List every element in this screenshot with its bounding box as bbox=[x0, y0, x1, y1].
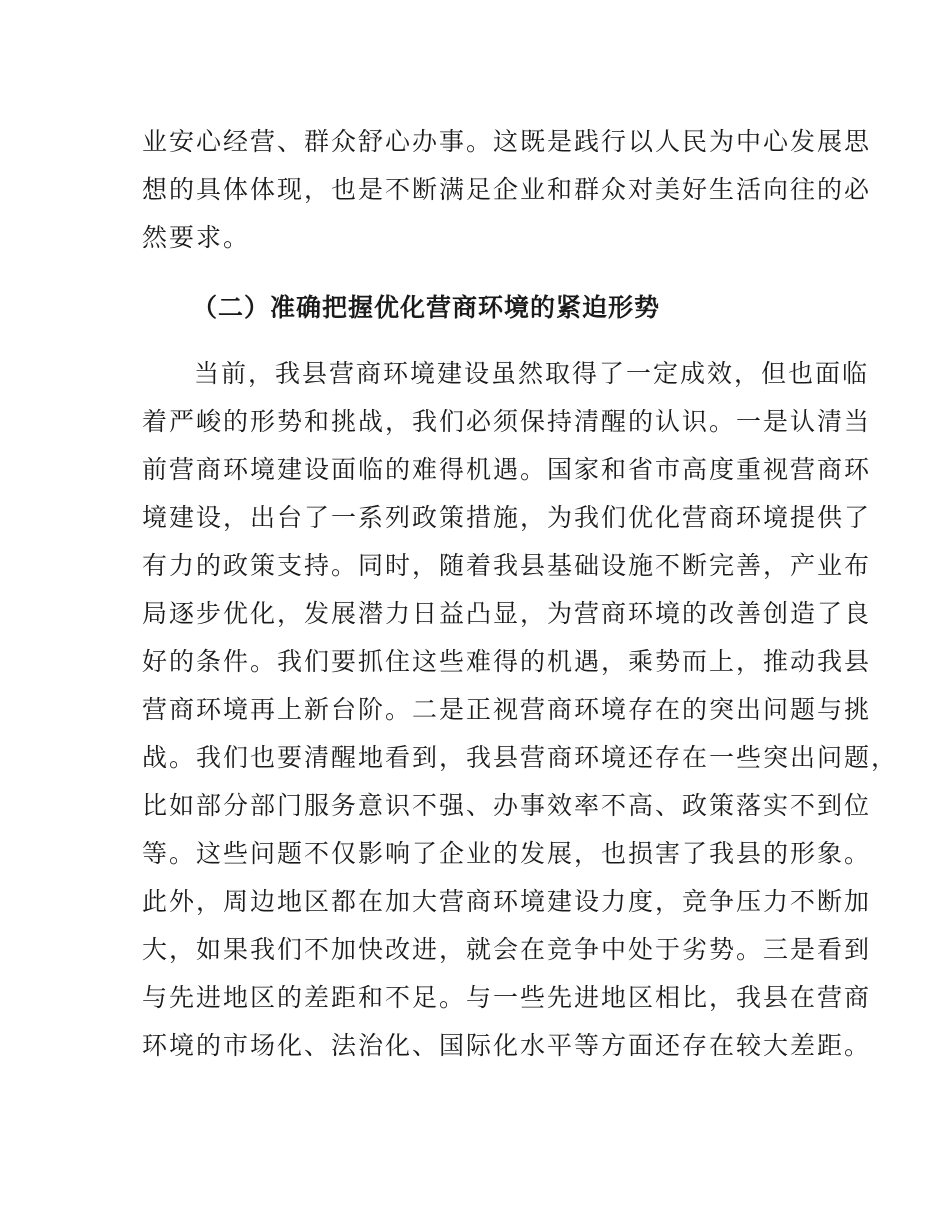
body-paragraph bbox=[142, 350, 899, 1070]
paragraph-line: 比如部分部门服务意识不强、办事效率不高、政策落实不到位 bbox=[142, 791, 872, 820]
paragraph-line: 战。我们也要清醒地看到，我县营商环境还存在一些突出问题， bbox=[142, 743, 899, 772]
paragraph-line: 等。这些问题不仅影响了企业的发展，也损害了我县的形象。 bbox=[142, 839, 872, 868]
paragraph-line: 此外，周边地区都在加大营商环境建设力度，竞争压力不断加 bbox=[142, 887, 872, 916]
paragraph-line: 着严峻的形势和挑战，我们必须保持清醒的认识。一是认清当 bbox=[142, 407, 872, 436]
section-heading: （二）准确把握优化营商环境的紧迫形势 bbox=[192, 293, 661, 322]
paragraph-line: 与先进地区的差距和不足。与一些先进地区相比，我县在营商 bbox=[142, 983, 872, 1012]
paragraph-line: 环境的市场化、法治化、国际化水平等方面还存在较大差距。 bbox=[142, 1031, 872, 1060]
paragraph-line: 然要求。 bbox=[142, 223, 251, 252]
paragraph-line: 业安心经营、群众舒心办事。这既是践行以人民为中心发展思 bbox=[142, 127, 872, 156]
paragraph-line: 前营商环境建设面临的难得机遇。国家和省市高度重视营商环 bbox=[142, 455, 872, 484]
intro-paragraph bbox=[142, 118, 872, 262]
paragraph-line: 境建设，出台了一系列政策措施，为我们优化营商环境提供了 bbox=[142, 503, 872, 532]
paragraph-line: 好的条件。我们要抓住这些难得的机遇，乘势而上，推动我县 bbox=[142, 647, 872, 676]
paragraph-line: 想的具体体现，也是不断满足企业和群众对美好生活向往的必 bbox=[142, 175, 872, 204]
paragraph-line: 营商环境再上新台阶。二是正视营商环境存在的突出问题与挑 bbox=[142, 695, 872, 724]
paragraph-line: 当前，我县营商环境建设虽然取得了一定成效，但也面临 bbox=[194, 359, 870, 388]
paragraph-line: 大，如果我们不加快改进，就会在竞争中处于劣势。三是看到 bbox=[142, 935, 872, 964]
paragraph-line: 局逐步优化，发展潜力日益凸显，为营商环境的改善创造了良 bbox=[142, 599, 872, 628]
paragraph-line: 有力的政策支持。同时，随着我县基础设施不断完善，产业布 bbox=[142, 551, 872, 580]
